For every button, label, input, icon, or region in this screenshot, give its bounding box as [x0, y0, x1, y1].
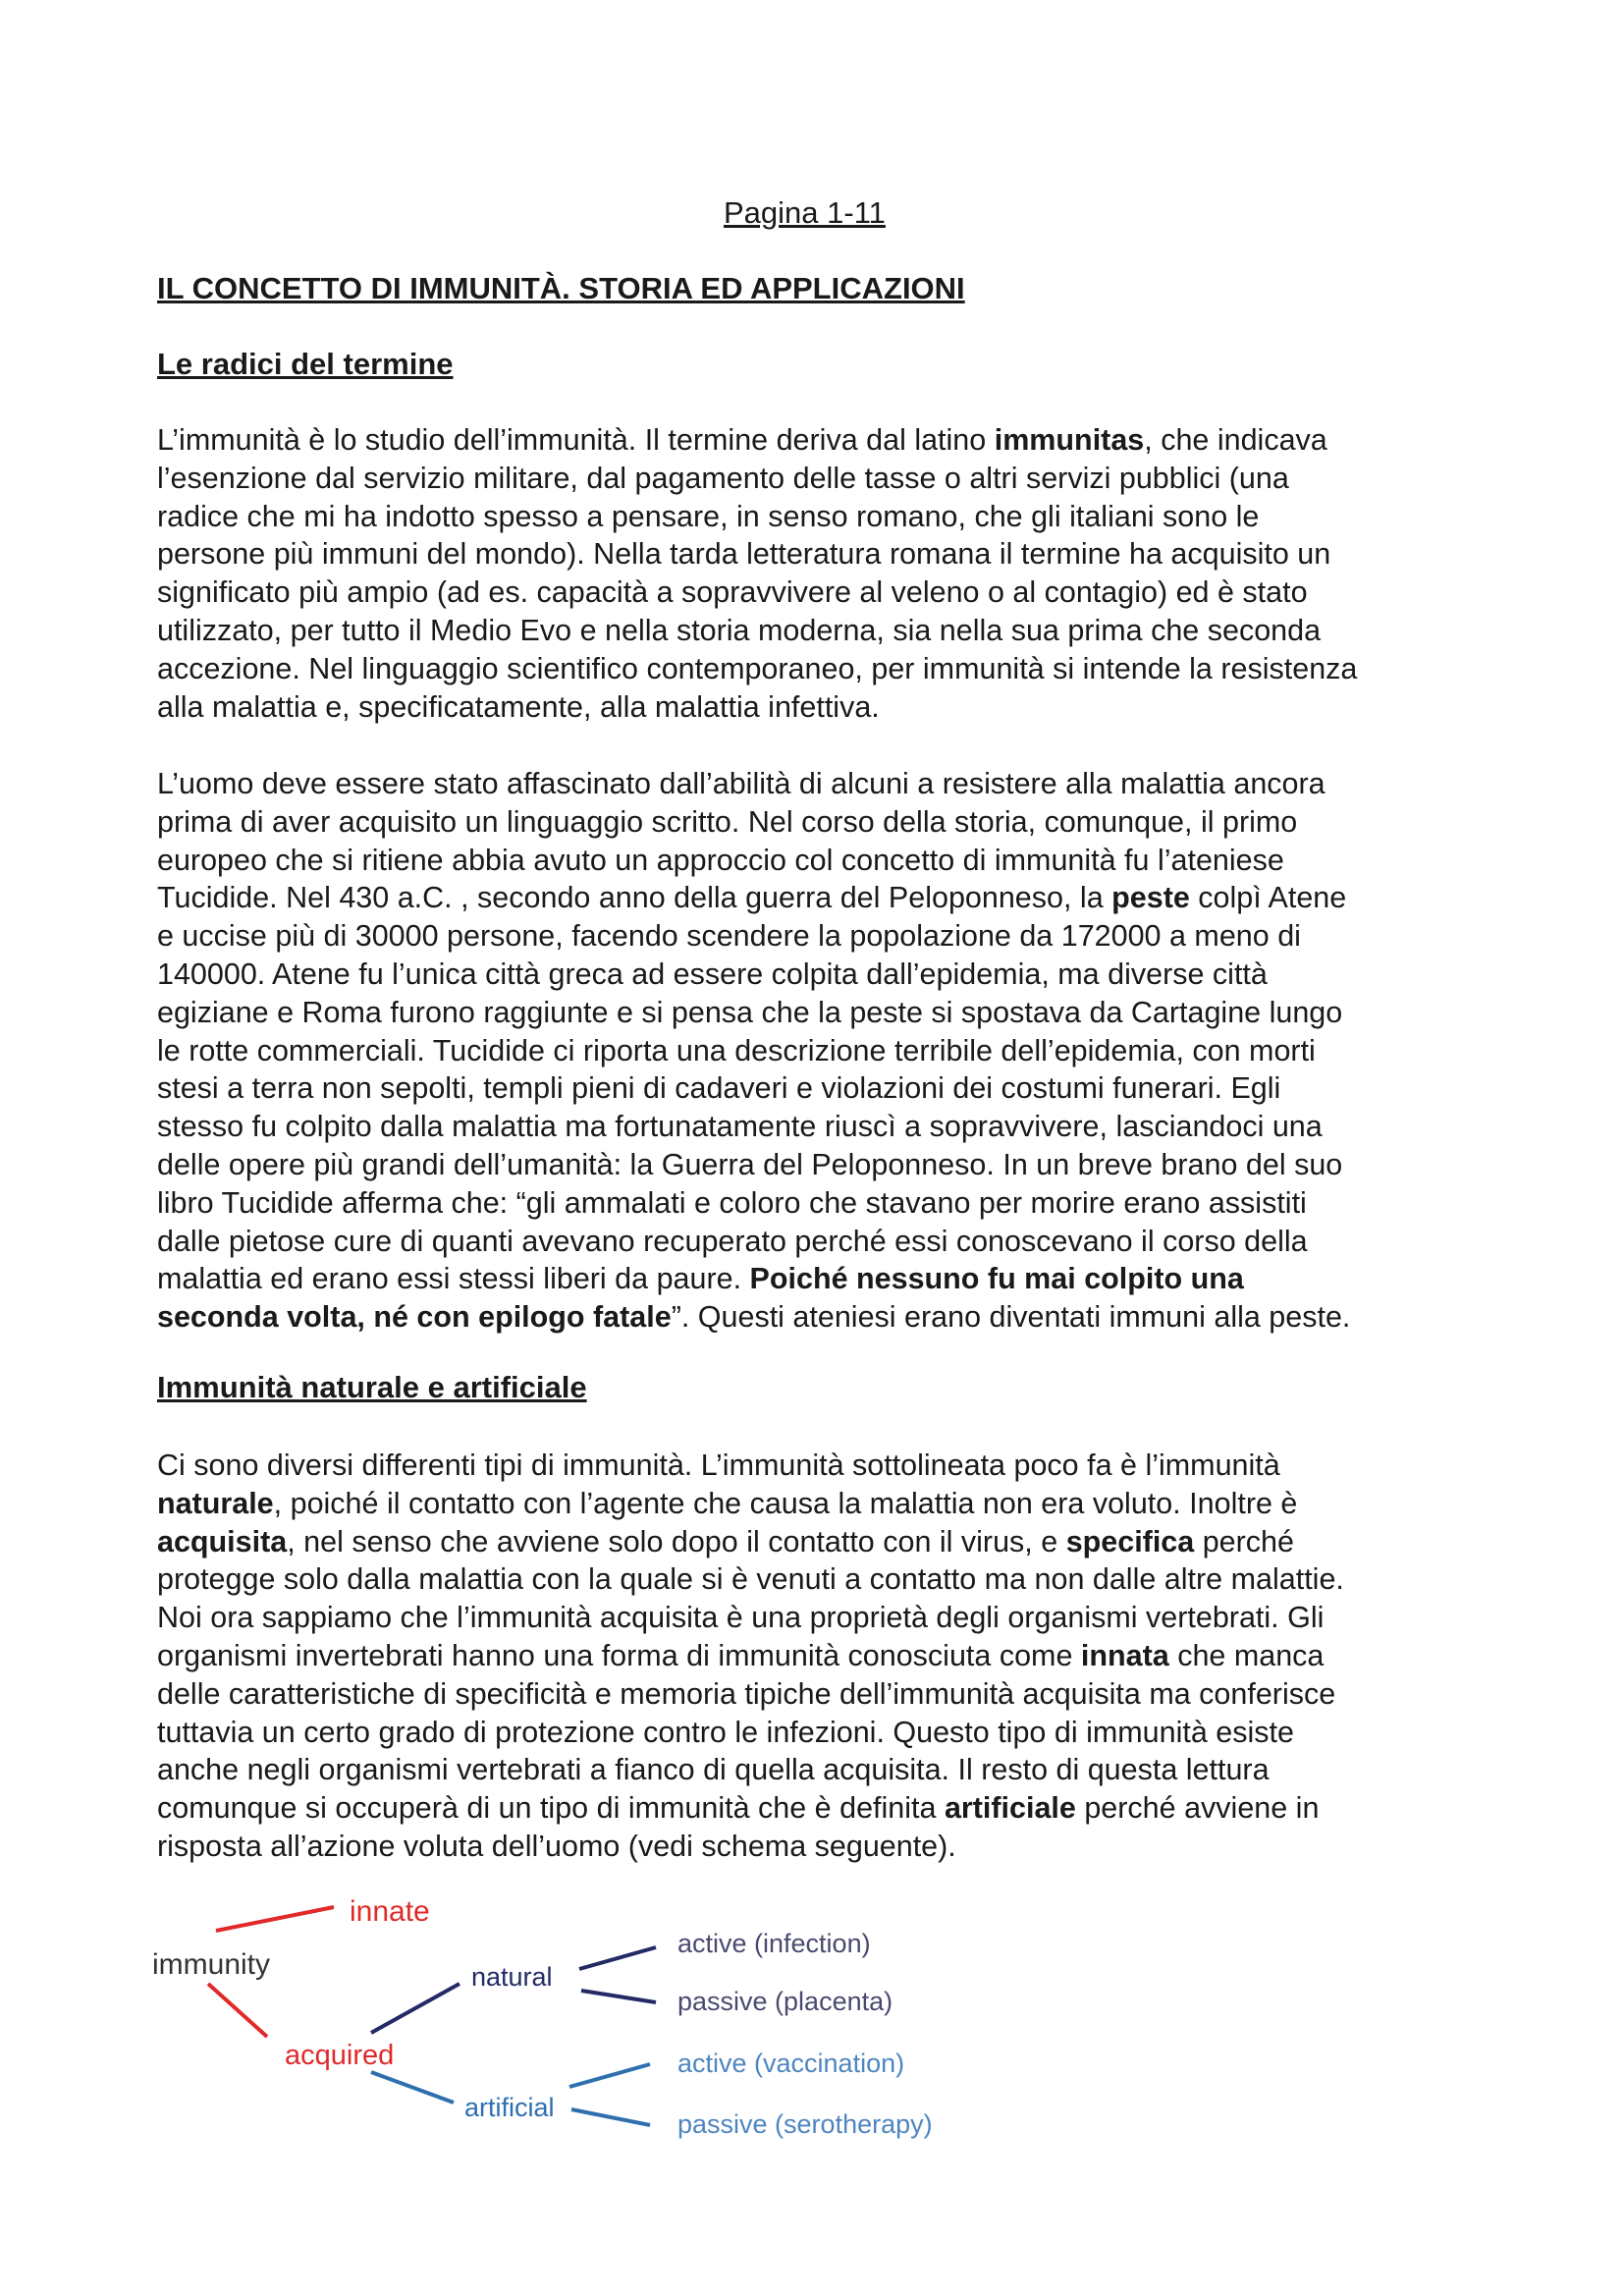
text-run: accezione. Nel linguaggio scientifico contemporaneo, per immunità si intende la resistenza	[157, 651, 1358, 685]
text-run: Ci sono diversi differenti tipi di immunità. L’immunità sottolineata poco fa è l’immunità	[157, 1449, 1280, 1482]
text-run: egiziane e Roma furono raggiunte e si pensa che la peste si spostava da Cartagine lungo	[157, 995, 1343, 1029]
diagram-leaf-active-vaccination: active (vaccination)	[677, 2049, 905, 2078]
text-line	[157, 1223, 1478, 1261]
text-run: perché avviene in	[1075, 1791, 1320, 1826]
text-line	[157, 879, 1478, 917]
diagram-leaf-passive-serotherapy: passive (serotherapy)	[677, 2109, 933, 2139]
text-run: dalle pietose cure di quanti avevano recuperato perché essi conoscevano il corso della	[157, 1224, 1308, 1258]
diagram-root-immunity: immunity	[152, 1948, 271, 1981]
text-run: ”. Questi ateniesi erano diventati immuni alla peste.	[671, 1300, 1351, 1335]
paragraph-radici-2	[157, 765, 1478, 1337]
edge-natural-passive	[581, 1991, 656, 2002]
text-line	[157, 1108, 1478, 1146]
text-run: comunque si occuperà di un tipo di immunità che è definita	[157, 1791, 945, 1826]
edge-immunity-innate	[216, 1907, 334, 1931]
text-run: , che indicava	[1144, 423, 1327, 457]
immunity-classification-diagram	[147, 1886, 952, 2160]
text-line	[157, 1828, 1478, 1866]
text-line	[157, 1260, 1478, 1298]
text-line	[157, 1560, 1478, 1599]
text-run: Tucidide. Nel 430 a.C. , secondo anno della guerra del Peloponneso, la	[157, 881, 1112, 915]
text-run: , nel senso che avviene solo dopo il contatto con il virus, e	[287, 1524, 1066, 1558]
text-run: Noi ora sappiamo che l’immunità acquisita è una proprietà degli organismi vertebrati. Gli	[157, 1601, 1325, 1635]
text-line	[157, 498, 1478, 536]
text-line	[157, 1184, 1478, 1223]
text-line	[157, 765, 1478, 803]
bold-term: Poiché nessuno fu mai colpito una	[749, 1262, 1244, 1296]
bold-term: immunitas	[994, 423, 1145, 457]
text-run: prima di aver acquisito un linguaggio scritto. Nel corso della storia, comunque, il primo	[157, 804, 1298, 839]
text-line	[157, 1447, 1478, 1485]
text-line	[157, 956, 1478, 994]
bold-term: innata	[1080, 1638, 1169, 1672]
bold-term: acquisita	[157, 1524, 288, 1558]
text-line	[157, 574, 1478, 612]
text-line	[157, 1146, 1478, 1184]
text-line	[157, 994, 1478, 1032]
text-line	[157, 1298, 1478, 1337]
text-line	[157, 460, 1478, 498]
text-run: tuttavia un certo grado di protezione contro le infezioni. Questo tipo di immunità esiste	[157, 1715, 1294, 1749]
text-run: radice che mi ha indotto spesso a pensare, in senso romano, che gli italiani sono le	[157, 499, 1260, 533]
text-line	[157, 1032, 1478, 1070]
bold-term: artificiale	[944, 1791, 1076, 1826]
text-run: persone più immuni del mondo). Nella tarda letteratura romana il termine ha acquisito un	[157, 537, 1331, 572]
text-run: delle caratteristiche di specificità e memoria tipiche dell’immunità acquisita ma conferisce	[157, 1676, 1336, 1711]
edge-artificial-passive	[571, 2109, 650, 2125]
text-run: alla malattia e, specificatamente, alla malattia infettiva.	[157, 689, 880, 724]
text-run: significato più ampio (ad es. capacità a sopravvivere al veleno o al contagio) ed è stato	[157, 575, 1308, 610]
text-run: e uccise più di 30000 persone, facendo scendere la popolazione da 172000 a meno di	[157, 919, 1301, 954]
text-line	[157, 1599, 1478, 1637]
text-line	[157, 535, 1478, 574]
text-run: risposta all’azione voluta dell’uomo (vedi schema seguente).	[157, 1829, 956, 1863]
text-run: delle opere più grandi dell’umanità: la Guerra del Peloponneso. In un breve brano del suo	[157, 1147, 1343, 1181]
text-line	[157, 1714, 1478, 1752]
text-run: anche negli organismi vertebrati a fianco di quella acquisita. Il resto di questa lettura	[157, 1753, 1270, 1787]
paragraph-radici-1	[157, 421, 1478, 726]
text-line	[157, 1485, 1478, 1523]
text-line	[157, 688, 1478, 727]
text-run: stesso fu colpito dalla malattia ma fortunatamente riuscì a sopravvivere, lasciandoci una	[157, 1110, 1323, 1144]
diagram-node-natural: natural	[471, 1962, 553, 1992]
text-line	[157, 1637, 1478, 1675]
text-run: colpì Atene	[1189, 881, 1347, 915]
diagram-node-innate: innate	[350, 1895, 430, 1928]
text-line	[157, 612, 1478, 650]
text-line	[157, 1523, 1478, 1561]
document-title: IL CONCETTO DI IMMUNITÀ. STORIA ED APPLICAZIONI	[157, 271, 965, 305]
text-run: europeo che si ritiene abbia avuto un approccio col concetto di immunità fu l’ateniese	[157, 843, 1284, 877]
text-line	[157, 917, 1478, 956]
page-number: Pagina 1-11	[724, 195, 886, 230]
text-line	[157, 1751, 1478, 1789]
bold-term: naturale	[157, 1486, 274, 1520]
text-run: organismi invertebrati hanno una forma di immunità conosciuta come	[157, 1638, 1081, 1672]
text-run: utilizzato, per tutto il Medio Evo e nella storia moderna, sia nella sua prima che seconda	[157, 613, 1322, 647]
text-line	[157, 1675, 1478, 1714]
bold-term: specifica	[1065, 1524, 1195, 1558]
diagram-leaf-passive-placenta: passive (placenta)	[677, 1987, 893, 2016]
text-line	[157, 421, 1478, 460]
section-heading-radici: Le radici del termine	[157, 347, 454, 381]
section-heading-immunita: Immunità naturale e artificiale	[157, 1370, 587, 1404]
text-line	[157, 803, 1478, 842]
text-run: , poiché il contatto con l’agente che causa la malattia non era voluto. Inoltre è	[273, 1486, 1298, 1520]
paragraph-immunita-1	[157, 1447, 1478, 1866]
edge-immunity-acquired	[208, 1984, 267, 2037]
text-run: le rotte commerciali. Tucidide ci riporta una descrizione terribile dell’epidemia, con morti	[157, 1033, 1316, 1067]
edge-acquired-natural	[371, 1984, 460, 2033]
text-line	[157, 650, 1478, 688]
text-run: perché	[1194, 1524, 1294, 1558]
text-line	[157, 842, 1478, 880]
bold-term: peste	[1111, 881, 1190, 915]
text-run: libro Tucidide afferma che: “gli ammalati e coloro che stavano per morire erano assistiti	[157, 1185, 1307, 1220]
text-run: malattia ed erano essi stessi liberi da paure.	[157, 1262, 750, 1296]
text-run: L’immunità è lo studio dell’immunità. Il termine deriva dal latino	[157, 423, 995, 457]
text-run: l’esenzione dal servizio militare, dal pagamento delle tasse o altri servizi pubblici (una	[157, 461, 1289, 495]
text-line	[157, 1069, 1478, 1108]
text-run: L’uomo deve essere stato affascinato dall’abilità di alcuni a resistere alla malattia ancora	[157, 767, 1325, 800]
text-line	[157, 1789, 1478, 1828]
diagram-node-artificial: artificial	[464, 2093, 555, 2122]
diagram-node-acquired: acquired	[285, 2040, 395, 2071]
text-run: 140000. Atene fu l’unica città greca ad essere colpita dall’epidemia, ma diverse città	[157, 957, 1268, 991]
text-run: che manca	[1168, 1638, 1325, 1672]
text-run: protegge solo dalla malattia con la quale si è venuti a contatto ma non dalle altre malattie.	[157, 1562, 1344, 1597]
diagram-leaf-active-infection: active (infection)	[677, 1929, 871, 1958]
edge-acquired-artificial	[371, 2072, 454, 2103]
edge-artificial-active	[569, 2064, 650, 2087]
bold-term: seconda volta, né con epilogo fatale	[157, 1300, 672, 1335]
text-run: stesi a terra non sepolti, templi pieni di cadaveri e violazioni dei costumi funerari. Egli	[157, 1071, 1281, 1106]
edge-natural-active	[579, 1947, 656, 1969]
